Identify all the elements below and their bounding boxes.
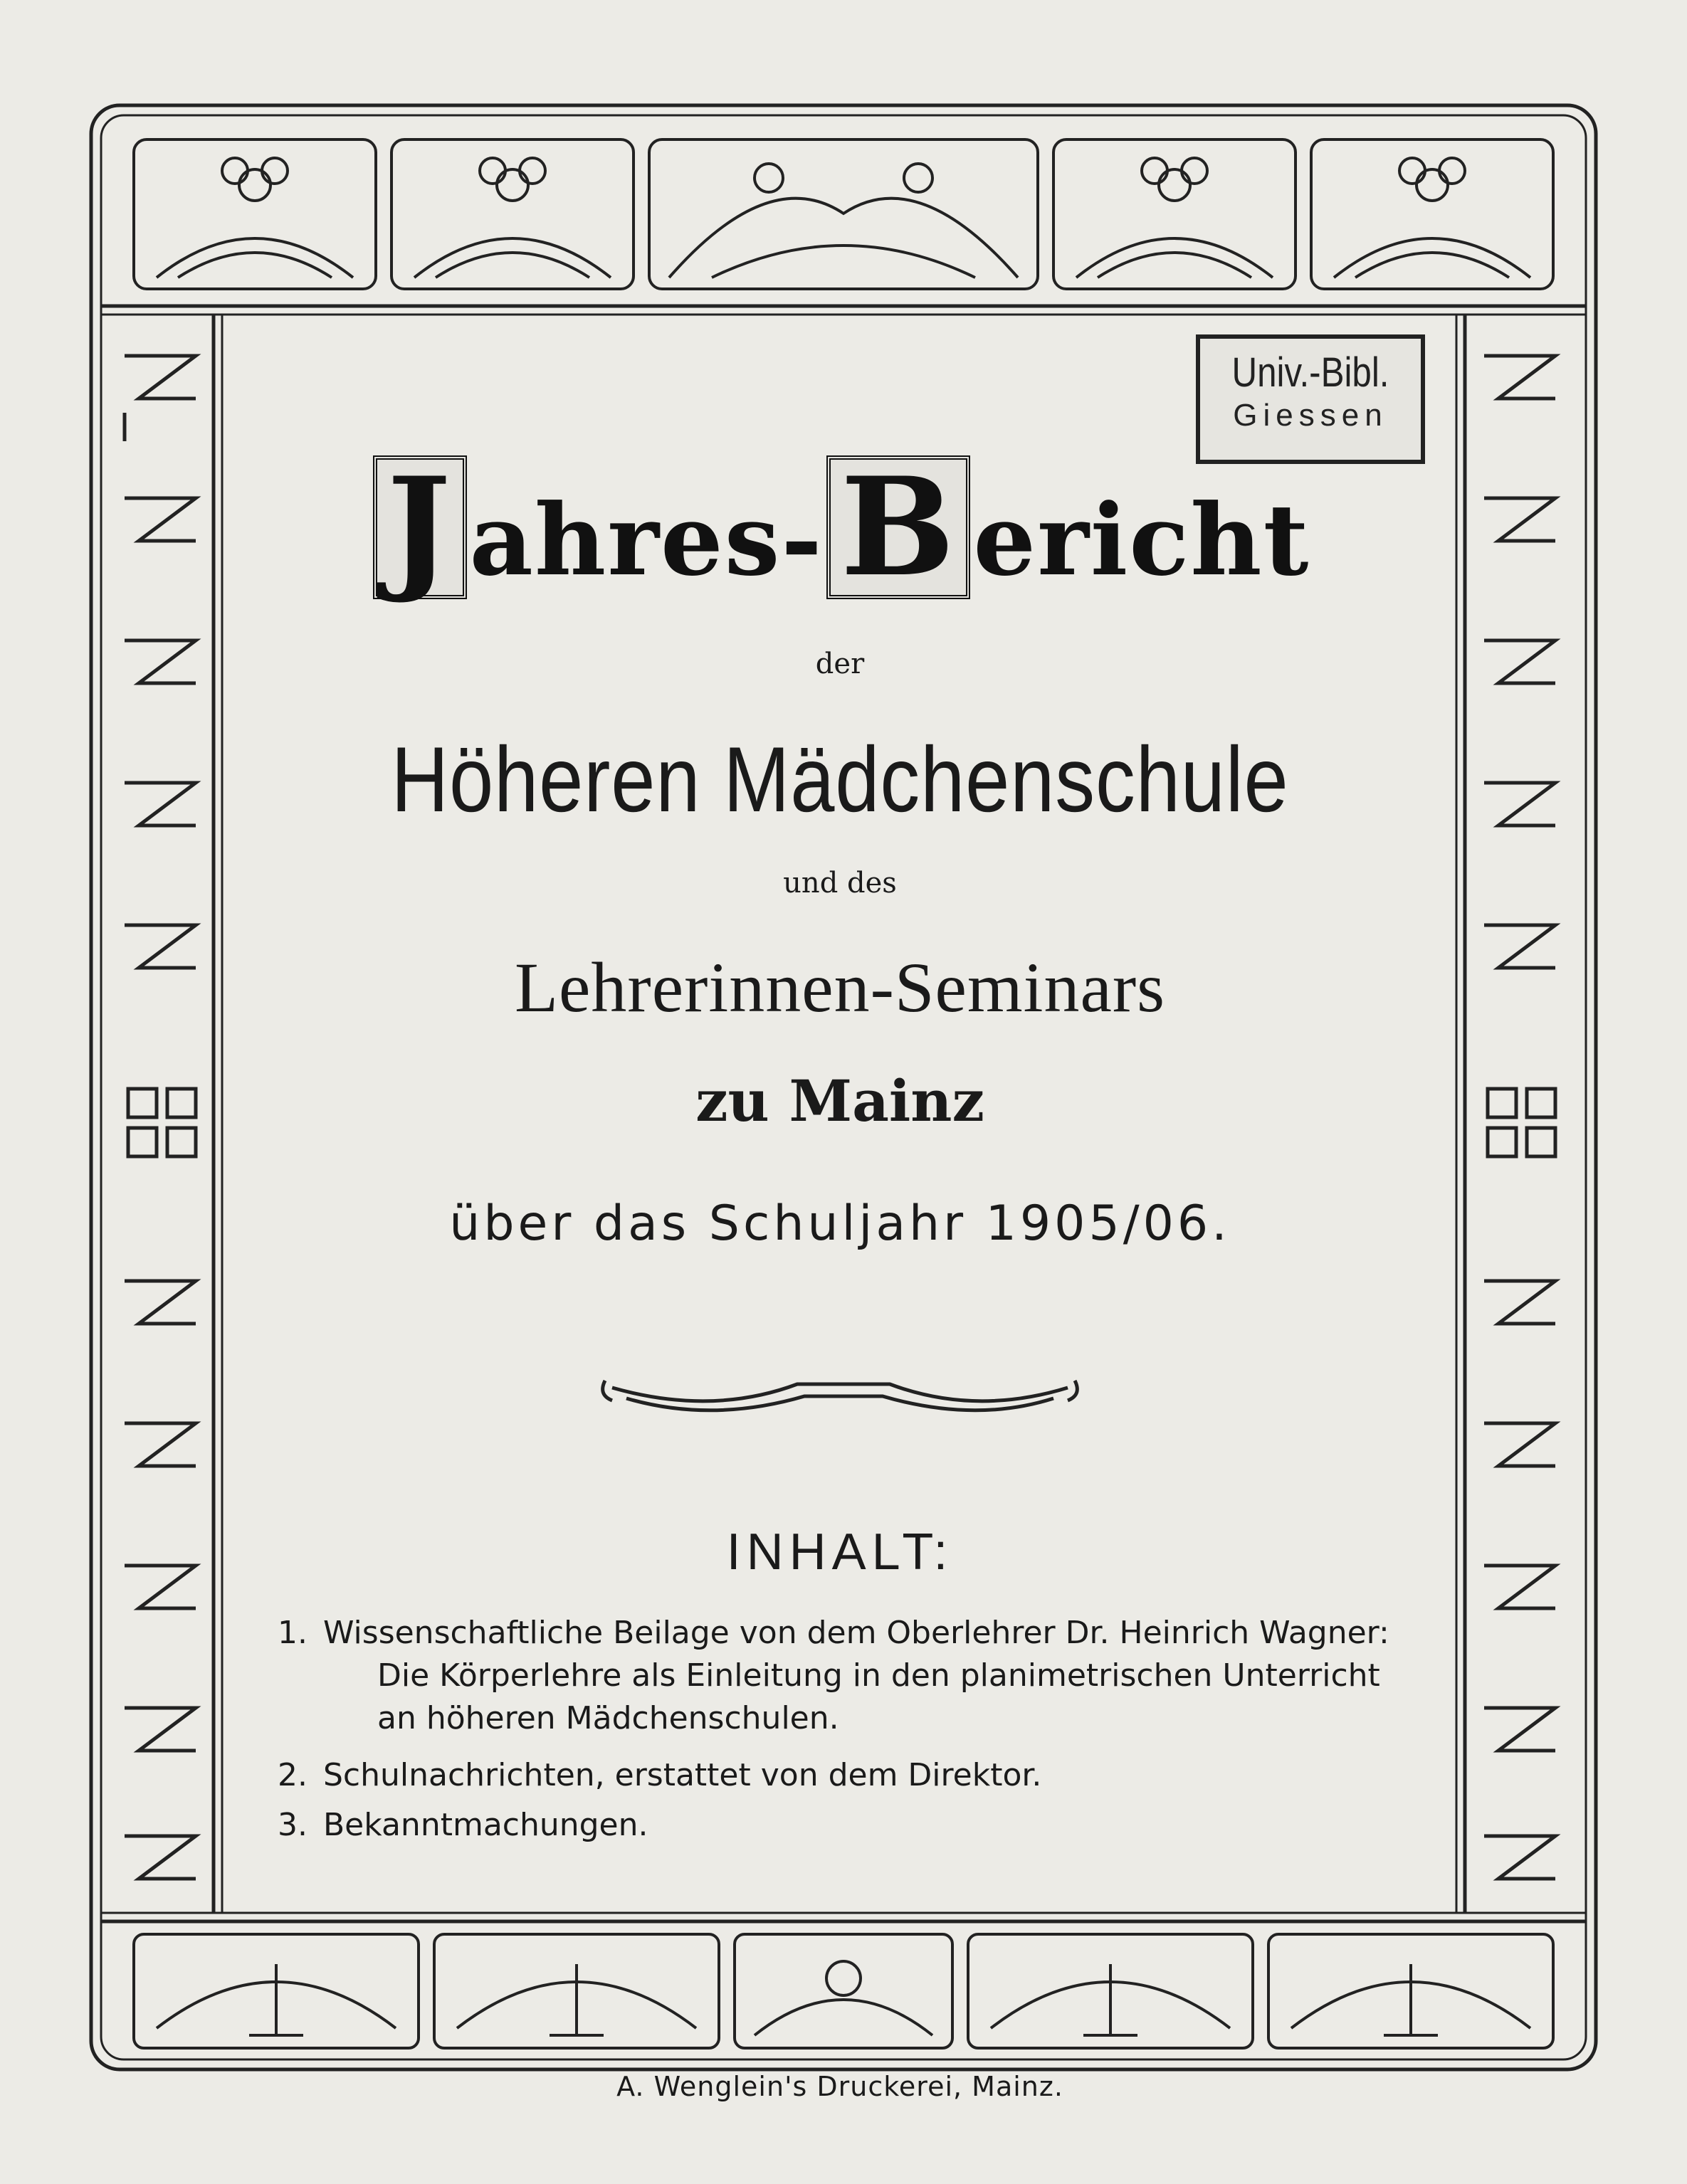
divider-ornament xyxy=(603,1381,1078,1410)
title-part-2: ericht xyxy=(973,482,1310,598)
contents-item-line: Die Körperlehre als Einleitung in den planimetrischen Unterricht xyxy=(377,1657,1380,1694)
stamp-line-2: Giessen xyxy=(1233,398,1388,433)
connector-der: der xyxy=(815,648,865,680)
school-name: Höheren Mädchenschule xyxy=(391,727,1289,831)
contents-item-3 xyxy=(263,1804,1431,1847)
city-line: zu Mainz xyxy=(695,1067,984,1134)
contents-item-line: Schulnachrichten, erstattet von dem Direktor. xyxy=(323,1757,1042,1793)
contents-item-number: 3. xyxy=(278,1807,308,1843)
title-initial-1: J xyxy=(373,455,467,599)
connector-und-des: und des xyxy=(783,867,897,900)
contents-item-1 xyxy=(263,1612,1431,1655)
school-year-line: über das Schuljahr 1905/06. xyxy=(449,1196,1231,1252)
contents-item-line: an höheren Mädchenschulen. xyxy=(377,1700,839,1736)
stamp-line-1: Univ.-Bibl. xyxy=(1231,349,1389,396)
contents-item-number: 2. xyxy=(278,1757,308,1793)
contents-item-line: Wissenschaftliche Beilage von dem Oberlehrer Dr. Heinrich Wagner: xyxy=(323,1615,1389,1651)
contents-item-2 xyxy=(263,1754,1431,1797)
contents-item-line: Bekanntmachungen. xyxy=(323,1807,648,1843)
title-part-1: ahres- xyxy=(469,482,824,598)
title-initial-2: B xyxy=(826,455,971,599)
contents-heading: INHALT: xyxy=(726,1524,954,1581)
printer-imprint: A. Wenglein's Druckerei, Mainz. xyxy=(616,2071,1063,2102)
contents-item-1-continued xyxy=(263,1655,1431,1697)
contents-item-1-continued xyxy=(263,1697,1431,1740)
page-title xyxy=(221,448,1459,606)
contents-item-number: 1. xyxy=(278,1615,308,1651)
seminar-name: Lehrerinnen-Seminars xyxy=(514,948,1166,1027)
library-stamp xyxy=(1196,334,1425,464)
